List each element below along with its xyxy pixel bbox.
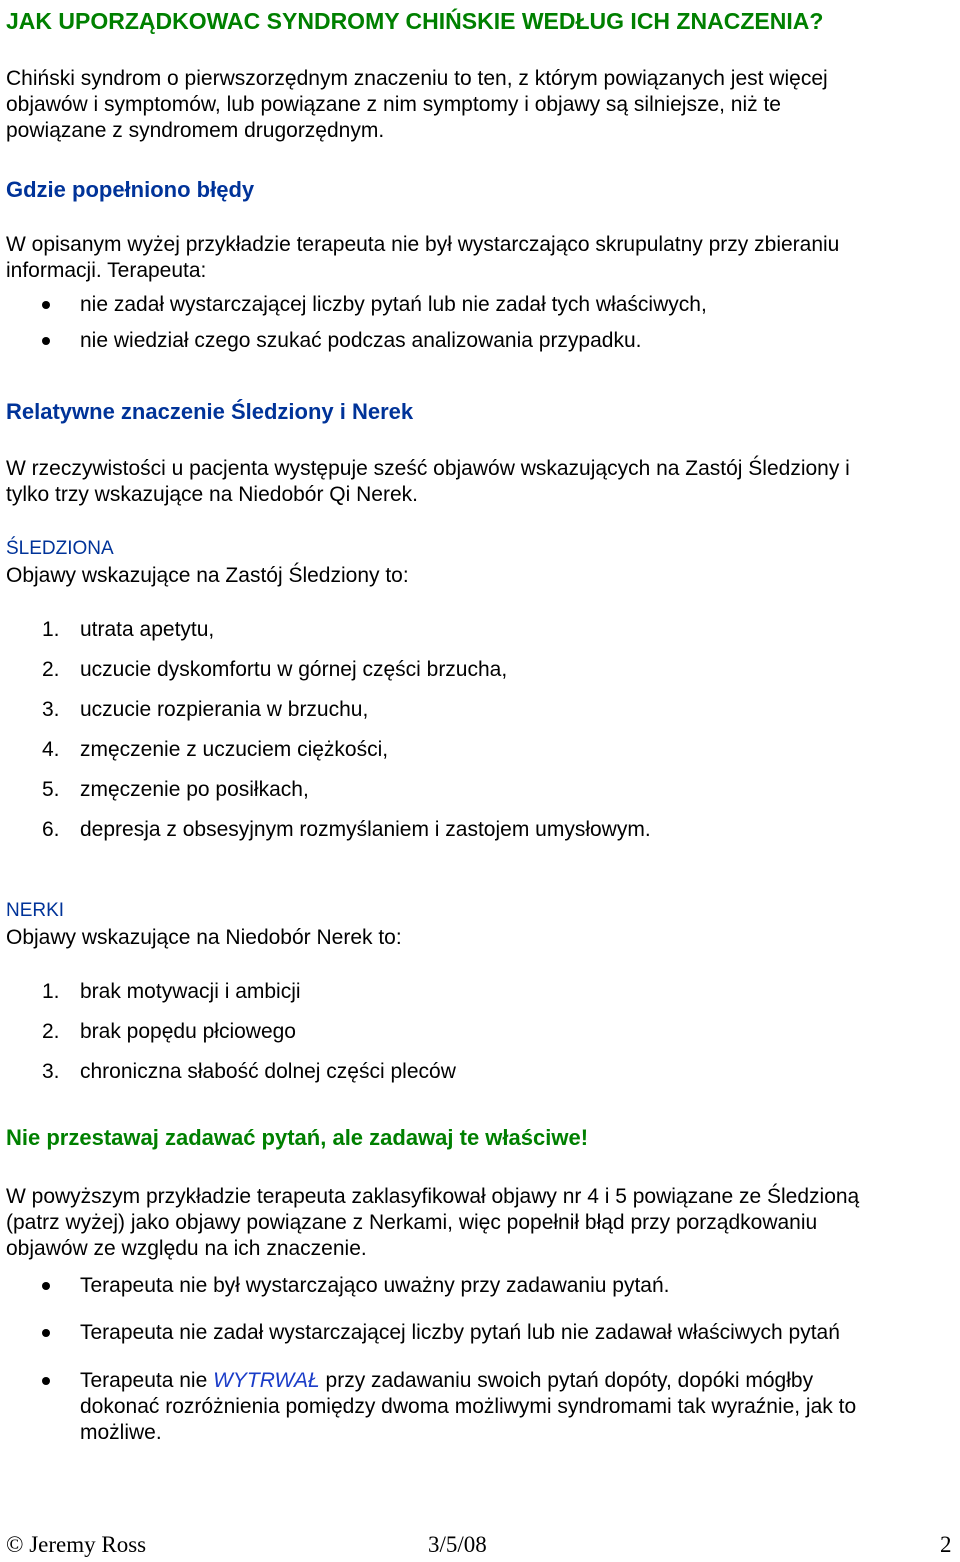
callout-bullet-1 [42, 1273, 942, 1299]
intro-line-3: powiązane z syndromem drugorzędnym. [6, 119, 385, 142]
bullet-text: Terapeuta nie był wystarczająco uważny przy zadawaniu pytań. [80, 1274, 670, 1297]
errors-heading: Gdzie popełniono błędy [6, 177, 255, 202]
bullet-text: Terapeuta nie zadał wystarczającej liczby pytań lub nie zadawał właściwych pytań [80, 1321, 840, 1344]
bullet-dot-icon [42, 1329, 50, 1337]
bullet-dot-icon [42, 301, 50, 309]
list-item [42, 617, 922, 643]
list-item [42, 697, 922, 723]
list-item-number: 3. [42, 1060, 60, 1083]
list-item-text: depresja z obsesyjnym rozmyślaniem i zastojem umysłowym. [80, 818, 651, 841]
list-item [42, 979, 922, 1005]
bullet-text-post: przy zadawaniu swoich pytań dopóty, dopóki mógłby [319, 1369, 814, 1392]
list-item-number: 6. [42, 818, 60, 841]
bullet-text-line-3: możliwe. [80, 1421, 162, 1444]
callout-line-3: objawów ze względu na ich znaczenie. [6, 1237, 367, 1260]
list-item-text: uczucie dyskomfortu w górnej części brzucha, [80, 658, 508, 681]
relative-line-1: W rzeczywistości u pacjenta występuje sześć objawów wskazujących na Zastój Śledziony i [6, 457, 850, 480]
bullet-text-line-1 [80, 1368, 813, 1394]
list-item [42, 1059, 922, 1085]
list-item-text: brak motywacji i ambicji [80, 980, 301, 1003]
list-item-text: zmęczenie z uczuciem ciężkości, [80, 738, 389, 761]
spleen-label: ŚLEDZIONA [6, 538, 114, 559]
list-item [42, 737, 922, 763]
bullet-text: nie zadał wystarczającej liczby pytań lub nie zadał tych właściwych, [80, 293, 707, 316]
footer-page-number: 2 [940, 1532, 952, 1557]
callout-line-1: W powyższym przykładzie terapeuta zaklasyfikował objawy nr 4 i 5 powiązane ze Śledzioną [6, 1185, 860, 1208]
list-item-number: 5. [42, 778, 60, 801]
list-item-number: 1. [42, 980, 60, 1003]
kidneys-label: NERKI [6, 900, 65, 921]
callout-bullet-3 [42, 1368, 942, 1448]
bullet-dot-icon [42, 1377, 50, 1385]
callout-line-2: (patrz wyżej) jako objawy powiązane z Nerkami, więc popełnił błąd przy porządkowaniu [6, 1211, 818, 1234]
list-item-text: chroniczna słabość dolnej części pleców [80, 1060, 456, 1083]
errors-bullet-1 [42, 292, 922, 318]
list-item-number: 2. [42, 658, 60, 681]
list-item [42, 777, 922, 803]
relative-line-2: tylko trzy wskazujące na Niedobór Qi Nerek. [6, 483, 418, 506]
list-item-text: uczucie rozpierania w brzuchu, [80, 698, 369, 721]
list-item-number: 4. [42, 738, 60, 761]
intro-line-2: objawów i symptomów, lub powiązane z nim symptomy i objawy są silniejsze, niż te [6, 93, 781, 116]
list-item-text: brak popędu płciowego [80, 1020, 296, 1043]
footer-date: 3/5/08 [428, 1532, 487, 1557]
list-item-number: 1. [42, 618, 60, 641]
errors-line-2: informacji. Terapeuta: [6, 259, 207, 282]
errors-bullet-2 [42, 328, 922, 354]
bullet-text: nie wiedział czego szukać podczas analizowania przypadku. [80, 329, 642, 352]
list-item [42, 1019, 922, 1045]
callout-heading: Nie przestawaj zadawać pytań, ale zadawaj te właściwe! [6, 1125, 589, 1150]
relative-heading: Relatywne znaczenie Śledziony i Nerek [6, 399, 414, 424]
intro-line-1: Chiński syndrom o pierwszorzędnym znaczeniu to ten, z którym powiązanych jest więcej [6, 67, 828, 90]
spleen-intro: Objawy wskazujące na Zastój Śledziony to: [6, 564, 409, 587]
list-item-number: 2. [42, 1020, 60, 1043]
bullet-text-line-2: dokonać rozróżnienia pomiędzy dwoma możliwymi syndromami tak wyraźnie, jak to [80, 1395, 857, 1418]
bullet-text-pre: Terapeuta nie [80, 1369, 214, 1392]
errors-line-1: W opisanym wyżej przykładzie terapeuta nie był wystarczająco skrupulatny przy zbieraniu [6, 233, 840, 256]
bullet-dot-icon [42, 337, 50, 345]
kidneys-intro: Objawy wskazujące na Niedobór Nerek to: [6, 926, 402, 949]
emphasis-word: WYTRWAŁ [213, 1369, 320, 1392]
page-title: JAK UPORZĄDKOWAC SYNDROMY CHIŃSKIE WEDŁUG ICH ZNACZENIA? [6, 8, 824, 34]
footer-author: © Jeremy Ross [6, 1532, 147, 1557]
list-item [42, 657, 922, 683]
list-item [42, 817, 922, 843]
list-item-text: zmęczenie po posiłkach, [80, 778, 309, 801]
list-item-text: utrata apetytu, [80, 618, 215, 641]
callout-bullet-2 [42, 1320, 942, 1346]
bullet-dot-icon [42, 1282, 50, 1290]
list-item-number: 3. [42, 698, 60, 721]
